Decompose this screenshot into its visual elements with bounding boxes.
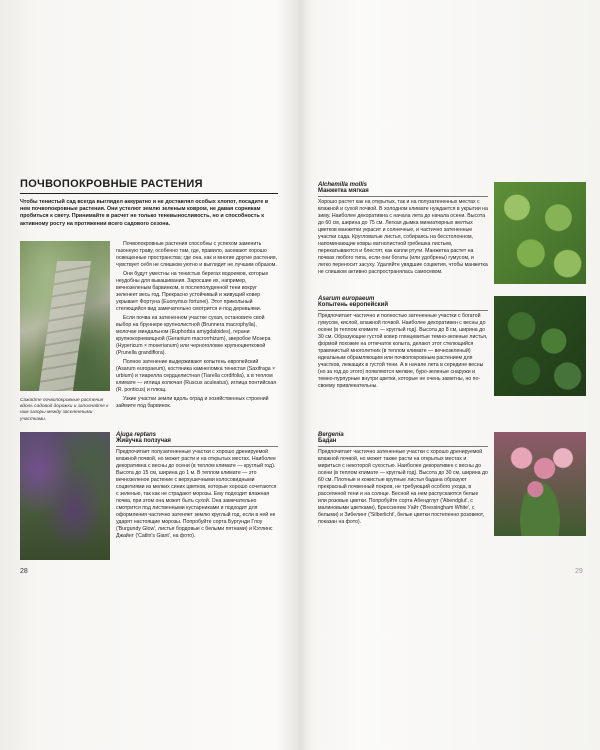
plant-russian-name: Манжетка мягкая [318, 188, 369, 194]
plant-description: Хорошо растет как на открытых, так и на полузатененных местах с влажной и сухой почвой. В холодном климате нуждается в укрытии на зиму. Наиболее декоративна с начала лета до начала осени. Высота до 60 см, ширина до 75 см. Легкая дымка миниатюрных желтых цветков манжетки украсит и солнечные, и частично затененные участки сада. Кругловатые листья, собираясь на бесстолонном, напоминающие ковры ватнолистной гребешка листьев, перекатываются и блестят, как капли ртути. Манжетка растет на почвах любого типа, если они богаты (или удобрены) гумусом, и легко переносит засуху. Удаляйте увядшие соцветия, чтобы манжетка не слишком активно распространялась самосевом. [318, 199, 488, 275]
garden-path-photo [20, 241, 110, 391]
asarum-photo [494, 296, 586, 396]
entry-rule [318, 196, 488, 197]
entry-rule [116, 446, 278, 447]
right-page [300, 0, 600, 750]
body-paragraph: Если почва на затененном участке сухая, остановите свой выбор на бруннере крупнолистной (Brunnera macrophylla), молочае миндальном (Euphorbia amygdaloides), герани крупнокорневищной (Geranium macrorrhizum), зверобое Мозера (Hypericum × moserianum) или черноголовке крупноцветковой (Prunella grandiflora). [116, 315, 271, 356]
section-title: ПОЧВОПОКРОВНЫЕ РАСТЕНИЯ [20, 178, 203, 190]
plant-russian-name: Копытень европейский [318, 302, 389, 308]
plant-entry-ajuga [116, 432, 278, 540]
plant-description: Предпочитает частично и полностью затененные участки с богатой гумусом, кислой, влажной почвой. Наиболее декоративен с весны до осени (в теплом климате — круглый год). Высота до 8 см, ширина до 30 см. Образующие густой ковер глянцевитые темно-зеленые листья, формой похожие на отпечаток копыта, делают этот стелющийся травянистый многолетник (в теплом климате — вечнозеленый) идеальным обрамляющим или почвопокровным растением для участков, лежащих в густой тени. А в начале лета в середине весны (но за год до этого) появляются мелкие, буро-зеленые снаружи и темно-пурпурные внутри цветки, которые не очень заметны, но по-своему привлекательны. [318, 313, 488, 389]
plant-entry-asarum [318, 296, 488, 390]
entry-rule [318, 310, 488, 311]
bergenia-photo [494, 432, 586, 536]
body-paragraph: Почвопокровные растения способны с успехом заменить газонную траву, особенно там, где, правило, засевают хорошо освещенные пространства; где она, как и многие другие растения, чувствует себя не слишком уютно и выглядит не лучшим образом. [116, 241, 277, 268]
plant-entry-bergenia [318, 432, 488, 526]
plant-latin-name: Ajuga reptans [116, 432, 157, 438]
body-paragraph: Полное затенение выдерживают копытень европейский (Asarum europaeum), костяника камнеломка тенистая (Saxifraga × urbium) и тиарелла сердцелистная (Tiarella cordifolia), а в теплом климате — иглица колючая (Ruscus aculeatus), иглица понтийская (R. ponticus) и плющ. [116, 359, 277, 393]
intro-paragraph: Чтобы тенистый сад всегда выглядел аккуратно и не доставлял особых хлопот, посадите в нем почвопокровные растения. Они устелют землю зеленым ковром, не давая сорнякам пробиться к свету. Принимайте в расчет не только теневыносливость, но и способность к активному росту на протяжении всего садового сезона. [20, 199, 269, 227]
plant-description: Предпочитает полузатененные участки с хорошо дренируемой влажной почвой, но может расти и на открытых местах. Наиболее декоративна с весны до осени (в теплом климате — круглый год). Высота до 15 см, ширина до 1 м. В теплом климате — это вечнозеленое растение с верхушечными колосовидными соцветиями из мелких синих цветков, которые хорошо сочетаются с зеленью, так как не страдают морозы. Ему подходит влажная почва, при этом она может быть сухой. Она замечательно смотрится под лиственными кустарниками и подходит для оформления частично затеняет землю круглый год, если в ней не ударят настоящие морозы. Попробуйте сорта Бургунди Глоу ('Burgundy Glow', листья бордовые с белыми пятнами) и Кэтлинс Джайнт ('Catlin's Giant', на фото). [116, 449, 277, 539]
photo-caption: Сажайте почвопокровные растения вдоль садовой дорожки и заполняйте к ним зазоры между заселенными участками. [20, 398, 109, 422]
stone-path-shape [39, 261, 91, 391]
body-text [116, 241, 278, 412]
title-rule [20, 193, 278, 194]
plant-entry-alchemilla [318, 182, 488, 276]
page-number-left: 28 [20, 568, 28, 575]
body-paragraph: Узкие участки земли вдоль оград и хозяйственных строений займите под барвинок. [116, 396, 269, 409]
plant-description: Предпочитает частично затененные участки с хорошо дренируемой влажной почвой, но может также расти на открытых местах и мириться с некоторой сухостью. Наиболее декоративен с весны до осени (в теплом климате — круглый год). Высота до 30 см, ширина до 60 см. Плотные и кожистые крупные листья бадана образуют прекрасный почвенный покров, не требующий особого ухода, в рассеянной тени и на солнце. Весной на нем распускаются белые или розовые цветки. Попробуйте сорта Абендглут ('Abendglut', с малиновыми цветками), Бресcингем Уайт ('Bressingham White', с белыми) и Зибелинг ('Silberlicht', белые цветки постепенно розовеют, показан на фото). [318, 449, 488, 525]
plant-russian-name: Живучка ползучая [116, 438, 171, 444]
alchemilla-photo [494, 182, 586, 284]
plant-russian-name: Бадан [318, 438, 337, 444]
plant-latin-name: Bergenia [318, 432, 344, 438]
plant-latin-name: Asarum europaeum [318, 296, 375, 302]
page-number-right: 29 [575, 568, 583, 575]
entry-rule [318, 446, 488, 447]
body-paragraph: Они будут уместны на тенистых берегах водоемов, которые неудобны для выкашивания. Заросшие их, например, вечнозеленым барвинком, в послеполуденной тени вокруг зеленеет весь год. Прекрасно устойчивый и живущий ковер укрывает Фортуна (Euonymus fortunei). Этот прикольный стелющийся вид замечательно смотрится и под деревьями. [116, 271, 269, 312]
ajuga-photo [20, 432, 110, 560]
plant-latin-name: Alchemilla mollis [318, 182, 368, 188]
